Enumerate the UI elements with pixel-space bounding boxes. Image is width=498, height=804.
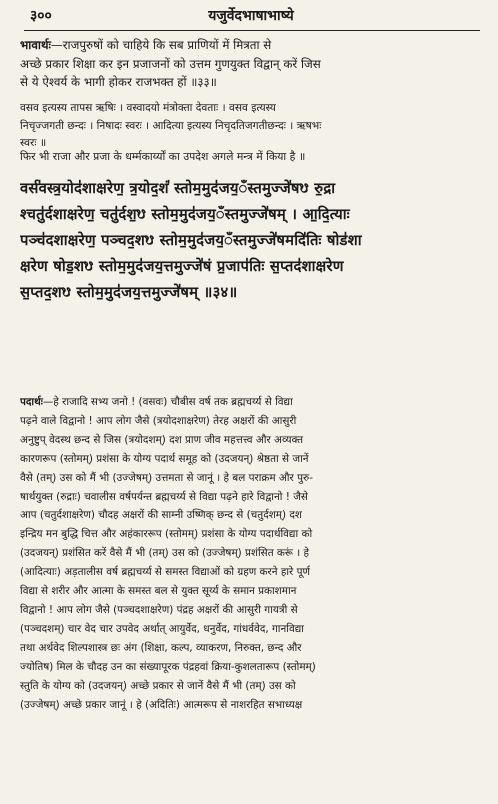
padartha-line: पढ़ने वाले विद्वानो ! आप लोग जैसे (त्रयोदशाक्षरेण) तेरह अक्षरों की आसुरी xyxy=(20,414,297,427)
padartha-line: कारणरूप (स्तोमम्) प्रशंसा के योग्य पदार्थ समूह को (उदजयन्) श्रेष्ठता से जानें xyxy=(20,452,309,465)
padartha-line: (आदित्याः) अड़तालीस वर्ष ब्रह्मचर्य्य से समस्त विद्याओं को ग्रहण करने हारे पूर्ण xyxy=(20,566,311,579)
padartha-line xyxy=(20,393,484,412)
mantra-line: वर्स॑वस्त्र॒योद॑शाक्षरेण॒ त्र॒योद॒शं॑ स्तोम॒मुद॑जय॒ँस्तमुज्जे॑षᳪ रु॒द्रा xyxy=(20,180,336,197)
padartha-line: अनुष्टुप् वेदस्थ छन्द से जिस (त्रयोदशम्) दश प्राण जीव महत्तत्त्व और अव्यक्त xyxy=(20,433,304,446)
padartha-line: (उज्जेषम्) अच्छे प्रकार जानूं । हे (अदितिः) आत्मरूप से नाशरहित सभाध्यक्ष xyxy=(20,698,303,711)
padartha-line: ज्योतिष) मिल के चौदह उन का संख्यापूरक पंद्रहवां क्रिया-कुशलतारूप (स्तोमम्) xyxy=(20,660,316,673)
padartha-line: आप (चतुर्दशाक्षरेण) चौदह अक्षरों की साम्नी उष्णिक् छन्द से (चतुर्दशम्) दश xyxy=(20,509,302,522)
padartha-line: स्तुति के योग्य को (उदजयन्) अच्छे प्रकार से जानें वैसे मैं भी (तम्) उस को xyxy=(20,679,296,692)
mantra-line: क्षरेण षोड॒शᳪ स्तोम॒मुद॑जय॒त्तमुज्जे॑षं प्र॒जाप॑तिः स॒प्तद॑शाक्षरेण xyxy=(20,258,344,275)
padartha-line: (पञ्चदशम्) चार वेद चार उपवेद अर्थात् आयुर्वेद, धनुर्वेद, गांधर्ववेद, गानविद्या xyxy=(20,622,304,635)
header-divider xyxy=(24,30,480,31)
padartha-line: इन्द्रिय मन बुद्धि चित्त और अहंकाररूप (स्तोमम्) प्रशंसा के योग्य पदार्थविद्या को xyxy=(20,528,313,541)
padartha-line: तथा अर्थवेद शिल्पशास्त्र छः अंग (शिक्षा, कल्प, व्याकरण, निरुक्त, छन्द और xyxy=(20,641,302,654)
intro-line: फिर भी राजा और प्रजा के धर्म्मकार्य्यों का उपदेश अगले मन्त्र में किया है ॥ xyxy=(20,150,306,163)
padartha-paragraph xyxy=(20,393,484,714)
padartha-line: वैसे (तम्) उस को मैं भी (उज्जेषम्) उत्तमता से जानूं । हे बल पराक्रम और पुरु- xyxy=(20,471,313,484)
padartha-text: —हे राजादि सभ्य जनो ! (वसवः) चौबीस वर्ष तक ब्रह्मचर्य्य से विद्या xyxy=(42,396,293,408)
bhavartha-text: —राजपुरुषों को चाहिये कि सब प्राणियों में मित्रता से xyxy=(50,38,272,52)
mantra-line: स॒प्तद॒शᳪ स्तोम॒मुद॑जय॒त्तमुज्जे॑षम् ॥३४॥ xyxy=(20,284,238,301)
bhavartha-label: भावार्थः xyxy=(20,38,51,52)
mantra-text xyxy=(20,176,484,306)
page-number: ३०० xyxy=(30,8,52,24)
bhavartha-line: अच्छे प्रकार शिक्षा कर इन प्रजाजनों को उत्तम गुणयुक्त विद्वान् करें जिस xyxy=(20,56,321,71)
rishi-devata-note xyxy=(20,100,484,153)
padartha-line: षार्थयुक्त (रुद्राः) चवालीस वर्षपर्यन्त ब्रह्मचर्य्य से विद्या पढ़ने हारे विद्वानो ! जैसे xyxy=(20,490,308,503)
mantra-line: पञ्च॑दशाक्षरेण॒ पञ्चद॒शᳪ स्तोम॒मुद॑जय॒ँस्तमुज्जे॑षमदि॑तिः षोड॑शा xyxy=(20,232,362,249)
padartha-label: पदार्थः xyxy=(20,396,43,408)
bhavartha-line xyxy=(20,36,484,55)
bhavartha-paragraph xyxy=(20,36,484,92)
devata-line: स्वरः ॥ xyxy=(20,137,47,149)
mantra-intro xyxy=(20,148,484,165)
padartha-line: (उदजयन्) प्रशंसित करें वैसे मैं भी (तम्) उस को (उज्जेषम्) प्रशंसित करूं । हे xyxy=(20,547,310,560)
padartha-line: विद्वानो ! आप लोग जैसे (पञ्चदशाक्षरेण) पंद्रह अक्षरों की आसुरी गायत्री से xyxy=(20,603,298,616)
running-title: यजुर्वेदभाषाभाष्ये xyxy=(208,8,294,24)
mantra-line: श्चतु॑र्दशाक्षरेण॒ चतु॑र्दश॒ᳪ स्तोम॒मुद॑जय॒ँस्तमुज्जे॑षम् । आ॒दि॒त्याः xyxy=(20,206,350,223)
padartha-line: विद्या से शरीर और आत्मा के समस्त बल से युक्त सूर्य्य के समान प्रकाशमान xyxy=(20,585,297,598)
bhavartha-line: से ये ऐश्वर्य के भागी होकर राजभक्त हों ॥३३॥ xyxy=(20,75,217,89)
page-header xyxy=(18,0,484,30)
devata-line: निचृज्जगती छन्दः । निषादः स्वरः । आदित्या इत्यस्य निचृदतिजगतीछन्दः । ऋषभः xyxy=(20,119,322,132)
devata-line: वसव इत्यस्य तापस ऋषिः । वस्वादयो मंत्रोक्ता देवताः । वसव इत्यस्य xyxy=(20,102,276,114)
